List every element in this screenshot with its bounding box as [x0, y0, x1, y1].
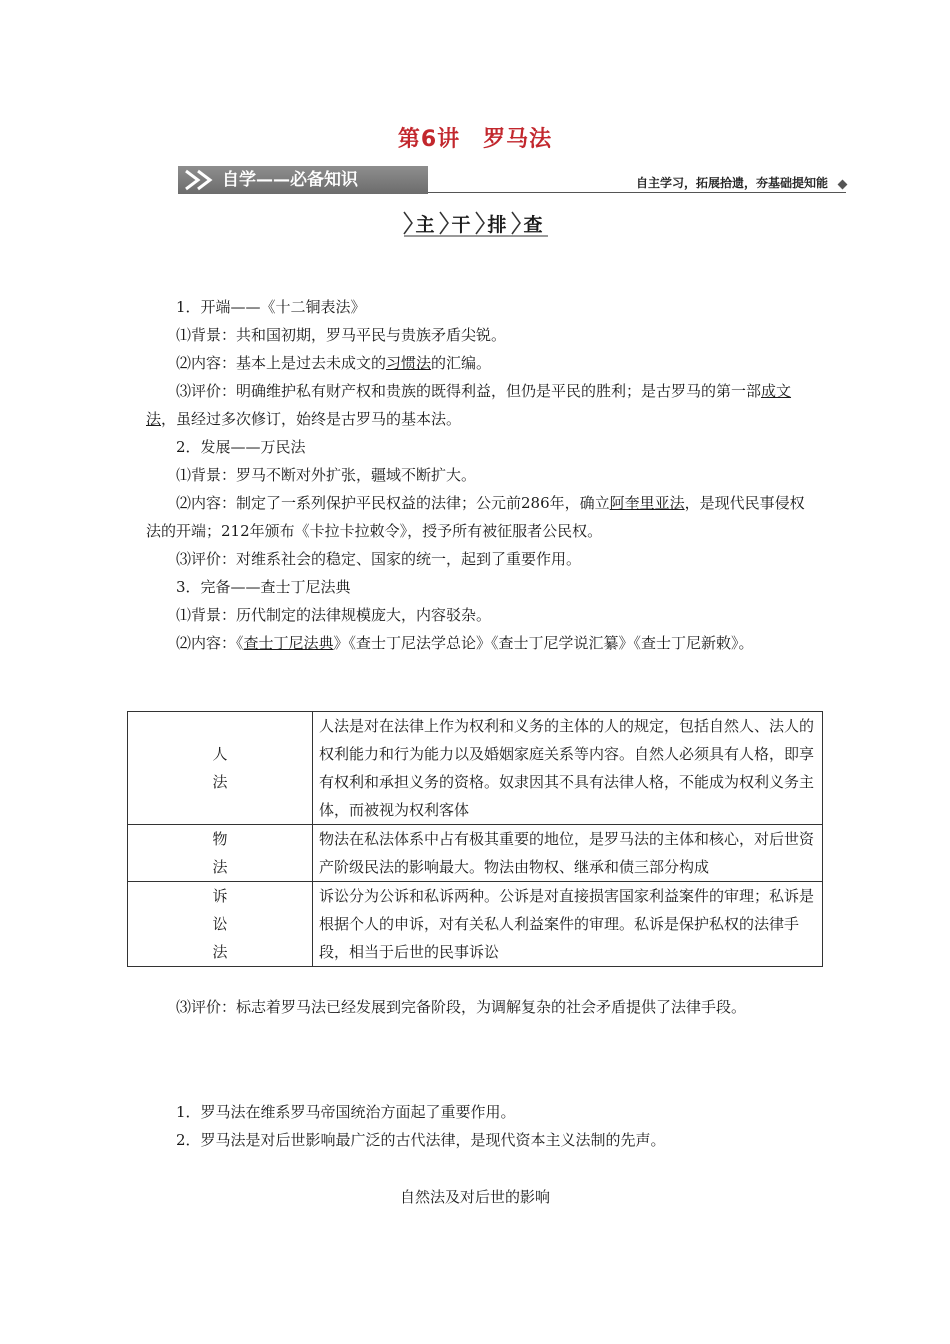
- footer-heading: 自然法及对后世的影响: [399, 1188, 550, 1206]
- table-row: [128, 882, 823, 967]
- banner-title: 自学——必备知识: [222, 170, 358, 190]
- tag-char: 查: [523, 214, 543, 236]
- section-tag: [402, 208, 550, 238]
- tag-char: 干: [451, 214, 471, 236]
- table-cell: 诉讼分为公诉和私诉两种。公诉是对直接损害国家利益案件的审理；私诉是根据个人的申诉，对有关私人利益案件的审理。私诉是保护私权的法律手段，相当于后世的民事诉讼: [313, 882, 823, 967]
- paragraph: ⑴背景：共和国初期，罗马平民与贵族矛盾尖锐。: [176, 326, 507, 344]
- banner-rule: [428, 192, 846, 193]
- table-key: 诉 讼 法: [128, 882, 313, 967]
- underlined-term: 阿奎里亚法: [609, 494, 685, 512]
- heading-development: 2．发展——万民法: [176, 438, 306, 456]
- paragraph: ⑵内容：基本上是过去未成文的习惯法的汇编。: [176, 354, 492, 372]
- heading-completion: 3．完备——查士丁尼法典: [176, 578, 351, 596]
- table-cell: 人法是对在法律上作为权利和义务的主体的人的规定，包括自然人、法人的权利能力和行为能力以及婚姻家庭关系等内容。自然人必须具有人格，即享有权利和承担义务的资格。奴隶因其不具有法律人格，不能成为权利义务主体，而被视为权利客体: [313, 712, 823, 825]
- page-title: 第6讲 罗马法: [397, 127, 553, 152]
- summary-item: 2．罗马法是对后世影响最广泛的古代法律，是现代资本主义法制的先声。: [176, 1131, 666, 1149]
- tag-char: 排: [487, 214, 507, 236]
- tag-char: 主: [415, 214, 435, 236]
- paragraph: ⑶评价：对维系社会的稳定、国家的统一，起到了重要作用。: [176, 550, 582, 568]
- paragraph: ⑴背景：历代制定的法律规模庞大，内容驳杂。: [176, 606, 492, 624]
- heading-origin: 1．开端——《十二铜表法》: [176, 298, 366, 316]
- table-key: 人 法: [128, 712, 313, 825]
- underlined-term: 习惯法: [386, 354, 432, 372]
- diamond-icon: [838, 180, 848, 190]
- roman-law-table: [127, 711, 823, 967]
- paragraph: ⑶评价：明确维护私有财产权和贵族的既得利益，但仍是平民的胜利；是古罗马的第一部成文法，虽经过多次修订，始终是古罗马的基本法。: [146, 382, 792, 428]
- table-row: [128, 825, 823, 882]
- double-chevron-icon: [182, 169, 222, 191]
- table-key: 物 法: [128, 825, 313, 882]
- section-banner: [178, 166, 850, 196]
- summary-item: 1．罗马法在维系罗马帝国统治方面起了重要作用。: [176, 1103, 516, 1121]
- underlined-term: 查士丁尼法典: [243, 634, 334, 652]
- banner-subtitle: 自主学习，拓展拾遗，夯基础提知能: [635, 176, 828, 190]
- table-cell: 物法在私法体系中占有极其重要的地位，是罗马法的主体和核心，对后世资产阶级民法的影响最大。物法由物权、继承和债三部分构成: [313, 825, 823, 882]
- paragraph-evaluation: ⑶评价：标志着罗马法已经发展到完备阶段，为调解复杂的社会矛盾提供了法律手段。: [176, 998, 747, 1016]
- paragraph: ⑵内容：制定了一系列保护平民权益的法律；公元前286年，确立阿奎里亚法，是现代民事侵权法的开端；212年颁布《卡拉卡拉敕令》，授予所有被征服者公民权。: [146, 494, 805, 540]
- table-row: [128, 712, 823, 825]
- underlined-term: 成文法: [146, 382, 792, 428]
- paragraph: ⑴背景：罗马不断对外扩张，疆域不断扩大。: [176, 466, 477, 484]
- paragraph: ⑵内容：《查士丁尼法典》《查士丁尼法学总论》《查士丁尼学说汇纂》《查士丁尼新敕》。: [176, 634, 754, 652]
